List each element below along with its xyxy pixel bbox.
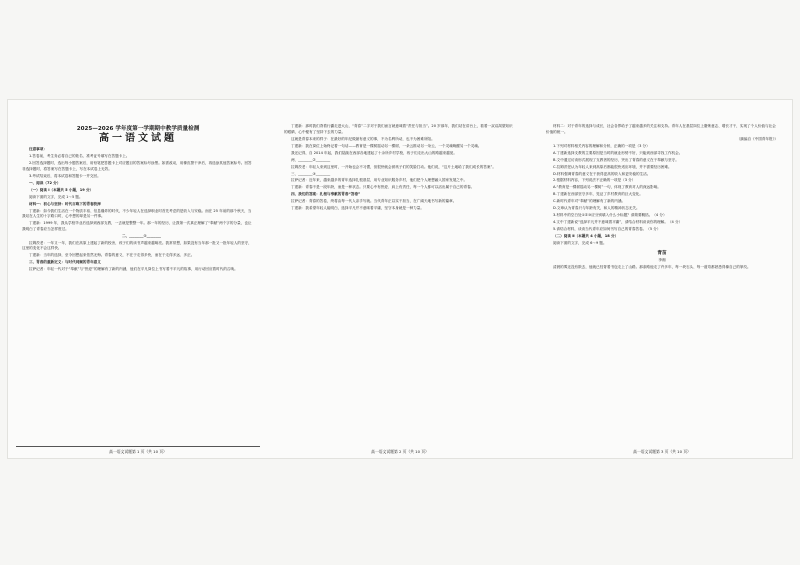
paper-title: 高一语文试题: [99, 132, 177, 144]
notice-heading: 注意事项：: [29, 147, 47, 152]
exam-sheet: [8, 100, 792, 458]
notice-item: 3.考试结束后，将本试卷和答题卡一并交回。: [29, 173, 101, 178]
question-instruction: 阅读下面的文字，完成 6～9 题。: [553, 241, 607, 246]
question-item: 3.材料中的空白处①②③应分别填入什么小标题？请简要概括。（4 分）: [553, 213, 667, 218]
body-paragraph: 丁建新：青春不是一段年龄，而是一种状态。只要心中有热爱、肩上有责任，每一个人都可以活出属于自己的青春。: [291, 185, 475, 190]
page-2-column: [278, 100, 522, 458]
body-paragraph: 清晨的雾还没有散去，他就已经背着书包走上了山路。那条路他走了许多年，每一块石头、每一道弯都熟悉得像自己的掌纹。: [553, 265, 751, 270]
option-item: B.文中通过访谈形式展现了支教者的经历，突出了青春的意义在于奉献与坚守。: [553, 157, 679, 162]
material-title: 材料一：初心与坚持：时代召唤下的青春抉择: [29, 201, 101, 206]
body-paragraph: 丁建新：我在岗位上始终记着一句话——教育是一棵树摇动另一棵树，一朵云推动另一朵云，一个灵魂唤醒另一个灵魂。: [291, 143, 482, 148]
footer-rule: [16, 446, 260, 447]
body-paragraph: 丁建新：当年的选择，至今回想起来依然无悔。青春的意义，不在于走得多快，而在于走得多远、多正。: [29, 253, 195, 258]
page-3-column: [540, 100, 784, 458]
notice-item: 1.答卷前，考生务必将自己的姓名、准考证号填写在答题卡上。: [29, 154, 130, 159]
story-title: 青苗: [657, 250, 667, 256]
part-heading: 四、我们的答案：扎根与奉献的青春“答卷”: [291, 192, 361, 197]
question-group-heading: （二）阅读 Ⅱ（本题共 4 小题，18 分）: [553, 234, 619, 239]
question-item: 2.根据材料内容，下列说法不正确的一项是（3 分）: [553, 178, 636, 183]
page-footer: 高一语文试题第 2 页（共 10 页）: [371, 449, 429, 455]
page-footer: 高一语文试题第 1 页（共 10 页）: [109, 449, 167, 455]
part-heading: 一、阅读（72 分）: [29, 180, 61, 185]
exam-title: 2025—2026 学年度第一学期期中教学质量检测: [76, 126, 200, 132]
story-author: 李湘: [658, 257, 666, 262]
option-item: B.丁建新在西部坚守多年，见证了乡村教育的巨大变化。: [553, 192, 643, 197]
section-blank-heading: 三、________③________: [291, 171, 331, 176]
option-item: D.文章认为青春只与年龄有关，和人的精神状态无关。: [553, 206, 640, 211]
body-paragraph: 拉姆茨老：年轻人来到这里时，一开始也会不习惯，但很快就会被孩子们的笑脸打动。他们说，“这片土地给了我们成长的答案”。: [291, 164, 496, 169]
source-note: （摘编自《中国青年报》）: [736, 136, 778, 141]
body-paragraph: 拉萨记者：青春的答卷，终将由每一代人亲手写就。当代青年正以实干担当，在广阔天地书写新的篇章。: [291, 199, 457, 204]
question-instruction: 阅读下面的文字，完成 1～5 题。: [29, 194, 83, 199]
question-group-heading: （一）阅读 Ⅰ（本题共 5 小题，19 分）: [29, 187, 94, 192]
option-item: C.拉姆茨老认为年轻人来到高原后都能很快适应环境，并不需要经历困难。: [553, 164, 672, 169]
option-item: A.“教育是一棵树摇动另一棵树”一句，体现了教育对人的深远影响。: [553, 185, 661, 190]
option-item: A.丁建新选择支教的主要原因是当时的就业形势不好，只能到西部寻找工作机会。: [553, 150, 683, 155]
notice-item: 2.回答选择题时，选出每小题答案后，用铅笔把答题卡上对应题目的答案标号涂黑。如需改动，用橡皮擦干净后，再选涂其他答案标号。回答非选择题时，将答案写在答题卡上，写在本试卷上无效。: [22, 161, 252, 171]
body-paragraph: 拉萨记者：近年来，越来越多的青年选择扎根基层，用专业知识服务乡村，他们把个人理想融入国家发展之中。: [291, 178, 468, 183]
question-item: 5.请结合材料，谈谈当代青年应如何书写自己的青春答卷。（5 分）: [553, 227, 661, 232]
body-paragraph: 丁建新：1999 年，我从学校毕业后选择到西部支教，一去就是整整一年。那一年的经历，让我第一次真正理解了“奉献”两个字的分量，也让我明白了青春应当怎样度过。: [22, 221, 252, 231]
page-footer: 高一语文试题第 3 页（共 10 页）: [633, 449, 691, 455]
body-paragraph: 拉姆茨老：一年又一年，我们在高原上建起了新的校舍，孩子们的读书声越来越响亮。我常常想，如果没有当年那一批又一批年轻人的坚守，这里的变化不会这样快。: [22, 240, 252, 251]
body-paragraph: 材料二：对于青年的选择与成长，社会各界给予了越来越多的关注和支持。青年人在基层岗位上磨炼意志、增长才干，实现了个人价值与社会价值的统一。: [546, 124, 776, 134]
section-blank-heading: 二、________①________: [122, 233, 161, 238]
part-heading: 三、青春的重新定义：与时代同频的青年意义: [29, 260, 101, 265]
body-paragraph: 丁建新：我希望年轻人能明白，选择平凡并不意味着平庸，坚守本身就是一种力量。: [291, 206, 424, 211]
body-paragraph: 这就是青春本来的样子：在最好的年纪做最有意义的事，不为名利所动，也不为困难所阻。: [291, 136, 435, 141]
option-item: C.新时代青年对“奉献”的理解有了新的内涵。: [553, 199, 626, 204]
question-item: 1.下列对材料相关内容的理解和分析，正确的一项是（3 分）: [553, 143, 650, 148]
body-paragraph: 丁建新：那时我们背着行囊走进大山，“青春”二字对于我们而言就意味着“责任与担当”。20 岁那年，我们站在讲台上，看着一双双渴望知识的眼睛，心中便有了坚持下去的力量。: [284, 124, 513, 134]
body-paragraph: 丁建新：如今我们生活在一个物质丰裕、信息爆炸的时代，不少年轻人在选择职业时首先考虑的是收入与安稳。而在 25 年前的那个秋天，当我站在人生的十字路口时，心中想的却是另一件事。: [22, 208, 252, 219]
section-blank-heading: 两、________②________: [291, 157, 331, 162]
page-1-column: [16, 100, 260, 458]
body-paragraph: 拉萨记者：年轻一代对于“奉献”与“热爱”的理解有了新的内涵，他们在平凡岗位上书写着不平凡的故事，用行动回应着时代的召唤。: [29, 267, 238, 272]
question-item: 4.文中丁建新说“选择平凡并不意味着平庸”，请结合材料谈谈你的理解。（4 分）: [553, 220, 683, 225]
body-paragraph: 我还记得，自 2014 年起，我们陆续在西部各地建起了十余所乡村学校，孩子们走出大山的路越来越宽。: [291, 150, 457, 155]
option-item: D.材料强调青春的意义在于获得更高的收入和更安稳的生活。: [553, 171, 651, 176]
